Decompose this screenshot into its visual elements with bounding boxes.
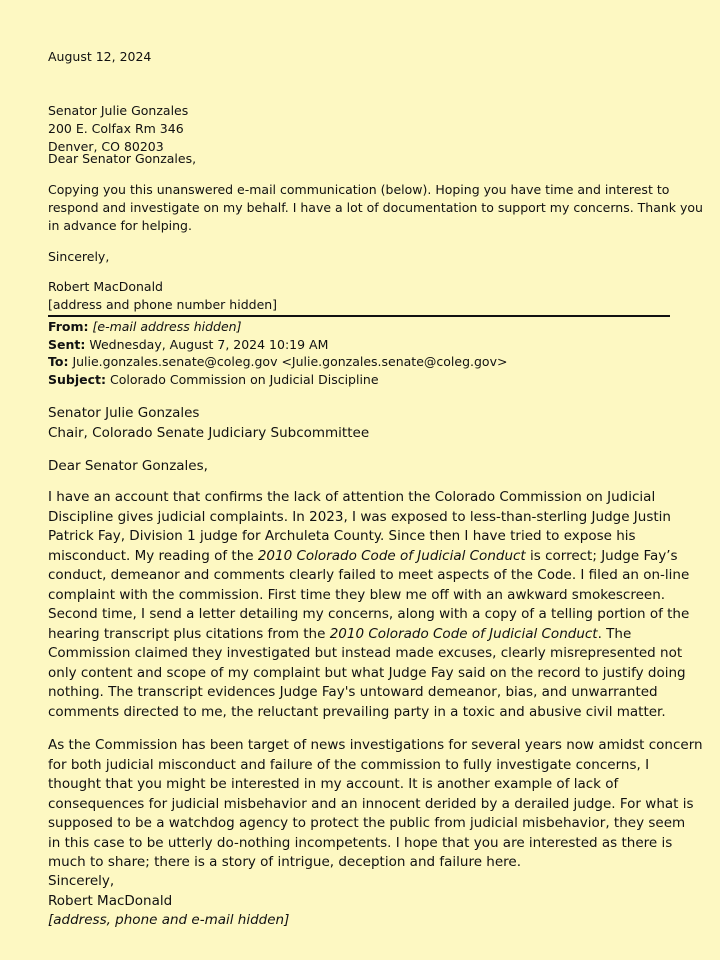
paragraph-line: conduct, demeanor and comments clearly failed to meet aspects of the Code. I filed an on-line [48, 567, 690, 583]
email-recipient-title: Chair, Colorado Senate Judiciary Subcommittee [48, 424, 370, 441]
sent-value: Wednesday, August 7, 2024 10:19 AM [89, 336, 329, 352]
paragraph-line: comments directed to me, the reluctant prevailing party in a toxic and abusive civil matter. [48, 703, 666, 720]
email-recipient-name: Senator Julie Gonzales [48, 405, 200, 421]
line-text: misconduct. My reading of the [48, 547, 258, 564]
paragraph-line: I have an account that confirms the lack of attention the Colorado Commission on Judicial [48, 489, 656, 505]
email-signature [48, 872, 289, 931]
paragraph-line: As the Commission has been target of news investigations for several years now amidst concern [48, 737, 703, 753]
paragraph-line: Patrick Fay, Division 1 judge for Archuleta County. Since then I have tried to expose his [48, 528, 636, 544]
salutation: Dear Senator Gonzales, [48, 151, 197, 166]
divider-rule [48, 315, 670, 317]
from-label: From: [48, 319, 89, 334]
recipient-city: Denver, CO 80203 [48, 139, 164, 154]
from-row [48, 318, 507, 336]
to-label: To: [48, 354, 69, 369]
email-header [48, 318, 507, 388]
code-title: 2010 Colorado Code of Judicial Conduct [257, 547, 526, 564]
paragraph-line: Discipline gives judicial complaints. In 2023, I was exposed to less-than-sterling Judge Justin [48, 508, 671, 525]
paragraph-line: only content and scope of my complaint but what Judge Fay said on the record to justify doing [48, 664, 686, 681]
email-closing: Sincerely, [48, 873, 115, 889]
email-salutation: Dear Senator Gonzales, [48, 458, 208, 474]
from-value: [e-mail address hidden] [92, 319, 242, 334]
sent-label: Sent: [48, 336, 86, 352]
line-text: hearing transcript plus citations from the [48, 625, 330, 642]
sender-name: Robert MacDonald [48, 279, 163, 294]
to-row [48, 353, 507, 371]
paragraph-line: in this case to be utterly do-nothing incompetents. I hope that you are interested as there is [48, 834, 673, 851]
paragraph-line: much to share; there is a story of intrigue, deception and failure here. [48, 854, 522, 870]
cover-body-line: in advance for helping. [48, 218, 192, 233]
signature-block [48, 278, 277, 314]
recipient-street: 200 E. Colfax Rm 346 [48, 121, 184, 136]
closing: Sincerely, [48, 249, 110, 264]
recipient-address [48, 102, 188, 156]
paragraph-line: complaint with the commission. First time they blew me off with an awkward smokescreen. [48, 586, 666, 603]
subject-row [48, 371, 507, 389]
email-paragraph-1 [48, 488, 690, 722]
to-value: Julie.gonzales.senate@coleg.gov <Julie.gonzales.senate@coleg.gov> [72, 354, 508, 369]
email-recipient [48, 404, 369, 443]
subject-label: Subject: [48, 371, 106, 387]
paragraph-line: Second time, I send a letter detailing my concerns, along with a copy of a telling portion of the [48, 606, 690, 622]
line-text: . The [597, 625, 632, 642]
paragraph-line: for both judicial misconduct and failure of the commission to fully investigate concerns, I [48, 756, 650, 773]
paragraph-line: nothing. The transcript evidences Judge Fay's untoward demeanor, bias, and unwarranted [48, 684, 658, 700]
sent-row [48, 336, 507, 354]
subject-value: Colorado Commission on Judicial Discipline [109, 371, 379, 387]
cover-body-line: Copying you this unanswered e-mail communication (below). Hoping you have time and interest to [48, 182, 670, 197]
paragraph-line [48, 625, 674, 645]
cover-body-line: respond and investigate on my behalf. I have a lot of documentation to support my concerns. Thank you [48, 200, 703, 215]
cover-body [48, 181, 703, 235]
letter-date: August 12, 2024 [48, 49, 152, 64]
paragraph-line: Commission claimed they investigated but instead made excuses, clearly misrepresented not [48, 645, 683, 661]
email-sender-contact: [address, phone and e-mail hidden] [48, 912, 290, 928]
line-text: is correct; Judge Fay’s [525, 547, 678, 564]
paragraph-line: consequences for judicial misbehavior and an innocent derided by a derailed judge. For what is [48, 795, 694, 812]
recipient-name: Senator Julie Gonzales [48, 103, 189, 118]
paragraph-line: thought that you might be interested in my account. It is another example of lack of [48, 776, 619, 792]
email-sender-name: Robert MacDonald [48, 892, 173, 909]
code-title: 2010 Colorado Code of Judicial Conduct [329, 625, 598, 642]
paragraph-line: supposed to be a watchdog agency to protect the public from judicial misbehavior, they seem [48, 815, 686, 831]
email-paragraph-2 [48, 736, 703, 873]
paragraph-line [48, 547, 678, 567]
sender-contact: [address and phone number hidden] [48, 297, 278, 312]
